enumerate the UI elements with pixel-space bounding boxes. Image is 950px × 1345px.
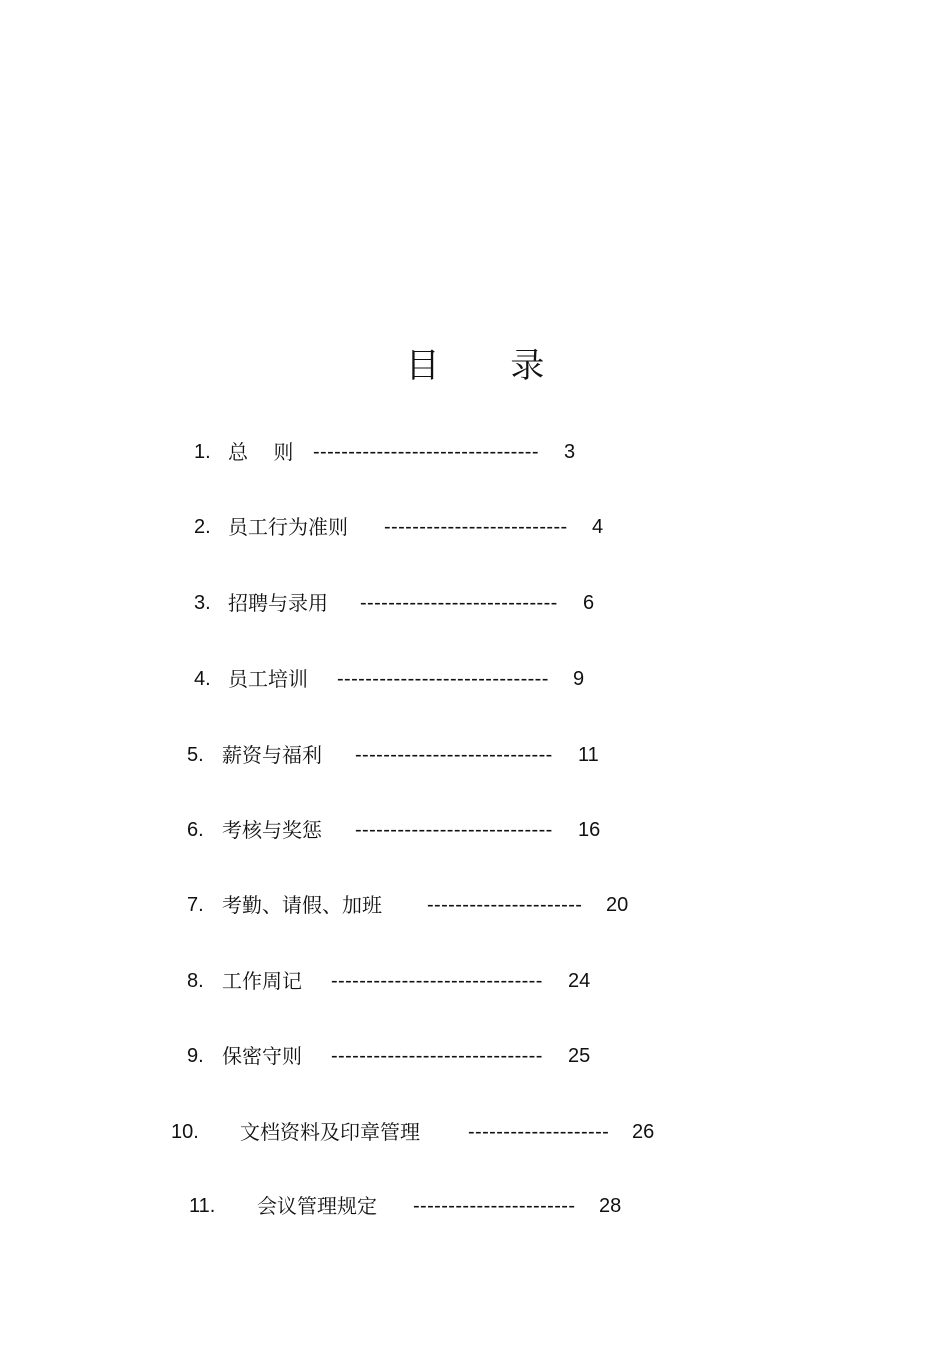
toc-entry-title: 考勤、请假、加班 bbox=[222, 893, 382, 917]
toc-entry-page: 16 bbox=[578, 819, 601, 841]
toc-entry-title: 会议管理规定 bbox=[257, 1194, 377, 1218]
toc-entry-number: 1. bbox=[194, 441, 211, 463]
toc-entry-title: 薪资与福利 bbox=[222, 743, 322, 767]
toc-entry-number: 4. bbox=[194, 668, 211, 690]
toc-entry-leader: ---------------------- bbox=[427, 894, 583, 916]
toc-entry-title: 招聘与录用 bbox=[228, 591, 328, 615]
toc-entry-number: 7. bbox=[187, 894, 204, 916]
toc-entry-page: 24 bbox=[568, 970, 591, 992]
toc-entry[interactable] bbox=[0, 1118, 950, 1146]
toc-entry-title: 文档资料及印章管理 bbox=[240, 1120, 420, 1144]
toc-entry-number: 9. bbox=[187, 1045, 204, 1067]
toc-entry-leader: ----------------------- bbox=[413, 1195, 576, 1217]
toc-entry-page: 4 bbox=[592, 516, 604, 538]
toc-entry-page: 25 bbox=[568, 1045, 591, 1067]
toc-entry[interactable] bbox=[0, 891, 950, 919]
toc-entry-number: 11. bbox=[189, 1195, 216, 1217]
toc-entry-leader: ---------------------------- bbox=[360, 592, 558, 614]
toc-entry-title: 员工行为准则 bbox=[228, 515, 348, 539]
toc-entry[interactable] bbox=[0, 438, 950, 466]
toc-entry[interactable] bbox=[0, 513, 950, 541]
toc-entry-number: 8. bbox=[187, 970, 204, 992]
toc-entry[interactable] bbox=[0, 816, 950, 844]
toc-entry[interactable] bbox=[0, 1192, 950, 1220]
toc-entry-page: 3 bbox=[564, 441, 576, 463]
toc-entry-page: 9 bbox=[573, 668, 585, 690]
toc-entry-title: 总 则 bbox=[228, 440, 294, 464]
toc-entry-title: 员工培训 bbox=[228, 667, 308, 691]
toc-entry[interactable] bbox=[0, 665, 950, 693]
toc-entry-number: 6. bbox=[187, 819, 204, 841]
toc-entry-number: 2. bbox=[194, 516, 211, 538]
toc-entry-page: 6 bbox=[583, 592, 595, 614]
toc-entry-leader: ------------------------------ bbox=[337, 668, 549, 690]
toc-entry[interactable] bbox=[0, 967, 950, 995]
toc-entry[interactable] bbox=[0, 741, 950, 769]
toc-entry-title: 考核与奖惩 bbox=[222, 818, 322, 842]
toc-entry-leader: -------------------- bbox=[468, 1121, 610, 1143]
toc-entry[interactable] bbox=[0, 589, 950, 617]
toc-title: 目 录 bbox=[405, 346, 575, 386]
toc-entry-title: 工作周记 bbox=[222, 969, 302, 993]
toc-entry-page: 20 bbox=[606, 894, 629, 916]
toc-entry-leader: ------------------------------ bbox=[331, 1045, 543, 1067]
toc-entry-page: 26 bbox=[632, 1121, 655, 1143]
toc-entry-title: 保密守则 bbox=[222, 1044, 302, 1068]
toc-entry-leader: ---------------------------- bbox=[355, 744, 553, 766]
toc-entry-leader: -------------------------- bbox=[384, 516, 568, 538]
toc-entry-page: 28 bbox=[599, 1195, 622, 1217]
toc-entry-leader: -------------------------------- bbox=[313, 441, 539, 463]
toc-entry-number: 5. bbox=[187, 744, 204, 766]
toc-entry-number: 10. bbox=[171, 1121, 199, 1143]
toc-entry-leader: ---------------------------- bbox=[355, 819, 553, 841]
toc-entry-number: 3. bbox=[194, 592, 211, 614]
toc-entry[interactable] bbox=[0, 1042, 950, 1070]
toc-entry-leader: ------------------------------ bbox=[331, 970, 543, 992]
toc-entry-page: 11 bbox=[578, 744, 599, 766]
